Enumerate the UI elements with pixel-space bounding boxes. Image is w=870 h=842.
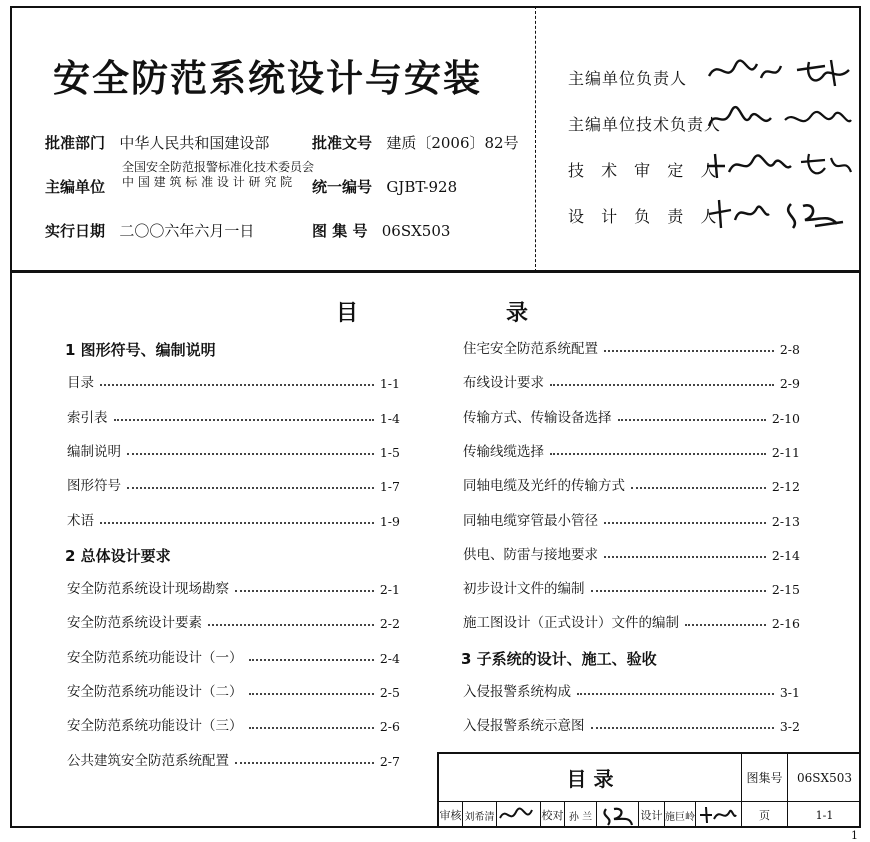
toc-leader-dots bbox=[591, 590, 766, 592]
toc-entry[interactable] bbox=[67, 509, 400, 529]
toc-leader-dots bbox=[604, 522, 766, 524]
editor-unit-line2: 中 国 建 筑 标 准 设 计 研 究 院 bbox=[122, 175, 293, 189]
toc-leader-dots bbox=[618, 419, 766, 421]
impl-date bbox=[45, 220, 254, 241]
page-number: 1 bbox=[851, 829, 858, 842]
approve-doc bbox=[312, 132, 519, 153]
toc-entry-title: 传输方式、传输设备选择 bbox=[463, 409, 612, 426]
impl-date-value: 二〇〇六年六月一日 bbox=[119, 222, 255, 240]
toc-entry-page: 2-16 bbox=[771, 616, 800, 632]
toc-entry-title: 布线设计要求 bbox=[463, 375, 544, 392]
resp-chief-unit: 主编单位负责人 bbox=[568, 69, 688, 88]
approve-doc-label: 批准文号 bbox=[312, 134, 373, 152]
toc-entry-page: 3-1 bbox=[779, 685, 800, 700]
toc-entry-title: 初步设计文件的编制 bbox=[463, 581, 585, 598]
resp-tech-chief: 主编单位技术负责人 bbox=[568, 115, 722, 134]
atlas-no-label: 图 集 号 bbox=[312, 222, 368, 240]
atlas-label: 图集号 bbox=[746, 771, 783, 785]
check-label: 校对 bbox=[541, 809, 564, 822]
toc-title-left: 目 bbox=[336, 301, 359, 326]
reviewer-signature bbox=[498, 804, 538, 826]
toc-leader-dots bbox=[208, 624, 374, 626]
toc-entry-page: 2-8 bbox=[779, 342, 800, 357]
toc-entry-page: 1-5 bbox=[379, 444, 400, 460]
editor-unit-line1: 全国安全防范报警标准化技术委员会 bbox=[122, 160, 315, 174]
approve-dept-value: 中华人民共和国建设部 bbox=[119, 134, 270, 152]
page-value: 1-1 bbox=[815, 808, 834, 822]
toc-entry-title: 入侵报警系统构成 bbox=[463, 684, 571, 700]
page-label: 页 bbox=[759, 809, 770, 822]
toc-leader-dots bbox=[591, 727, 774, 729]
toc-entry-title: 住宅安全防范系统配置 bbox=[463, 341, 598, 357]
toc-section-heading: 2 总体设计要求 bbox=[65, 546, 171, 565]
toc-entry-page: 1-9 bbox=[379, 513, 400, 529]
design-label: 设计 bbox=[640, 809, 663, 822]
signature-3 bbox=[705, 146, 855, 186]
toc-entry-page: 3-2 bbox=[779, 719, 800, 735]
toc-entry-title: 入侵报警系统示意图 bbox=[463, 718, 585, 735]
toc-entry-title: 安全防范系统设计要素 bbox=[67, 615, 202, 632]
toc-entry[interactable] bbox=[463, 406, 800, 426]
toc-entry-page: 2-13 bbox=[771, 513, 800, 529]
toc-entry-page: 2-7 bbox=[379, 753, 400, 769]
toc-entry[interactable] bbox=[67, 577, 400, 597]
toc-entry-page: 2-6 bbox=[379, 719, 400, 735]
toc-leader-dots bbox=[235, 590, 374, 592]
signature-2 bbox=[705, 100, 855, 140]
atlas-no bbox=[312, 220, 450, 241]
toc-entry[interactable] bbox=[67, 714, 400, 734]
toc-entry[interactable] bbox=[463, 337, 800, 357]
checker-signature bbox=[600, 803, 636, 827]
toc-leader-dots bbox=[100, 522, 374, 524]
review-label: 审核 bbox=[439, 809, 462, 822]
toc-entry[interactable] bbox=[463, 680, 800, 700]
toc-entry-title: 供电、防雷与接地要求 bbox=[463, 546, 598, 563]
toc-leader-dots bbox=[249, 659, 374, 661]
toc-leader-dots bbox=[249, 693, 374, 695]
toc-entry-title: 图形符号 bbox=[67, 478, 121, 495]
toc-entry[interactable] bbox=[67, 611, 400, 631]
toc-entry[interactable] bbox=[463, 509, 800, 529]
toc-entry-page: 2-2 bbox=[379, 616, 400, 632]
toc-leader-dots bbox=[235, 762, 374, 764]
toc-entry-page: 2-9 bbox=[779, 376, 800, 392]
impl-date-label: 实行日期 bbox=[45, 222, 106, 240]
toc-leader-dots bbox=[631, 487, 766, 489]
toc-leader-dots bbox=[604, 556, 766, 558]
toc-entry-page: 2-1 bbox=[379, 582, 400, 598]
toc-entry-page: 2-15 bbox=[771, 582, 800, 598]
toc-entry[interactable] bbox=[67, 371, 400, 391]
toc-entry-title: 目录 bbox=[67, 375, 94, 392]
toc-leader-dots bbox=[114, 419, 374, 421]
toc-entry-title: 安全防范系统功能设计（三） bbox=[67, 718, 243, 735]
toc-leader-dots bbox=[685, 624, 766, 626]
toc-entry-title: 同轴电缆及光纤的传输方式 bbox=[463, 478, 625, 495]
toc-entry-page: 2-10 bbox=[771, 410, 800, 426]
toc-entry[interactable] bbox=[463, 543, 800, 563]
toc-entry[interactable] bbox=[67, 474, 400, 494]
toc-entry[interactable] bbox=[463, 577, 800, 597]
unified-no-value: GJBT-928 bbox=[386, 178, 458, 196]
toc-entry-title: 术语 bbox=[67, 512, 94, 529]
toc-entry-title: 传输线缆选择 bbox=[463, 443, 544, 460]
sheet-title: 目 录 bbox=[566, 767, 614, 791]
toc-leader-dots bbox=[127, 487, 374, 489]
approve-doc-value: 建质〔2006〕82号 bbox=[386, 134, 519, 152]
toc-entry-title: 同轴电缆穿管最小管径 bbox=[463, 512, 598, 529]
toc-entry[interactable] bbox=[463, 714, 800, 734]
toc-leader-dots bbox=[127, 453, 374, 455]
toc-entry-page: 2-5 bbox=[379, 685, 400, 700]
toc-entry-page: 1-4 bbox=[379, 410, 400, 426]
approve-dept-label: 批准部门 bbox=[45, 134, 106, 152]
toc-entry[interactable] bbox=[463, 440, 800, 460]
header-divider bbox=[535, 6, 537, 272]
reviewer-name: 刘希清 bbox=[464, 811, 495, 823]
toc-entry-page: 1-1 bbox=[379, 376, 400, 392]
resp-tech-review: 技 术 审 定 人 bbox=[568, 161, 723, 180]
toc-entry[interactable] bbox=[67, 749, 400, 769]
atlas-title: 安全防范系统设计与安装 bbox=[53, 57, 482, 100]
resp-design-chief: 设 计 负 责 人 bbox=[568, 207, 723, 226]
atlas-no-value: 06SX503 bbox=[381, 222, 451, 240]
toc-leader-dots bbox=[577, 693, 774, 695]
toc-leader-dots bbox=[550, 384, 774, 386]
toc-section-heading: 1 图形符号、编制说明 bbox=[65, 341, 216, 359]
toc-entry[interactable] bbox=[67, 406, 400, 426]
toc-entry-title: 安全防范系统功能设计（二） bbox=[67, 684, 243, 700]
toc-entry-title: 安全防范系统功能设计（一） bbox=[67, 649, 243, 666]
toc-leader-dots bbox=[100, 384, 374, 386]
toc-leader-dots bbox=[249, 727, 374, 729]
toc-title-right: 录 bbox=[506, 301, 529, 326]
checker-name: 孙 兰 bbox=[568, 811, 593, 823]
editor-unit-label: 主编单位 bbox=[45, 178, 106, 196]
toc-entry[interactable] bbox=[463, 611, 800, 631]
toc-entry[interactable] bbox=[67, 440, 400, 460]
toc-entry-title: 编制说明 bbox=[67, 443, 121, 460]
designer-name: 施巨岭 bbox=[665, 811, 695, 823]
signature-4 bbox=[705, 192, 855, 236]
toc-entry-page: 2-4 bbox=[379, 650, 400, 666]
toc-section-heading: 3 子系统的设计、施工、验收 bbox=[461, 649, 657, 668]
toc-leader-dots bbox=[550, 453, 766, 455]
toc-entry-page: 2-14 bbox=[771, 547, 800, 563]
atlas-number: 06SX503 bbox=[797, 770, 852, 785]
toc-entry-page: 1-7 bbox=[379, 479, 400, 495]
toc-leader-dots bbox=[604, 350, 774, 352]
toc-entry-page: 2-11 bbox=[771, 444, 800, 460]
toc-entry-title: 索引表 bbox=[67, 409, 108, 426]
toc-entry-title: 安全防范系统设计现场勘察 bbox=[67, 581, 229, 598]
toc-entry-title: 公共建筑安全防范系统配置 bbox=[67, 752, 229, 769]
toc-entry[interactable] bbox=[463, 371, 800, 391]
toc-entry[interactable] bbox=[463, 474, 800, 494]
unified-no-label: 统一编号 bbox=[312, 178, 373, 196]
toc-entry-title: 施工图设计（正式设计）文件的编制 bbox=[463, 615, 679, 632]
editor-unit-value bbox=[122, 160, 314, 190]
approve-dept bbox=[45, 132, 269, 153]
unified-no bbox=[312, 176, 457, 197]
toc-entry[interactable] bbox=[67, 646, 400, 666]
toc-entry-page: 2-12 bbox=[771, 479, 800, 495]
signature-1 bbox=[705, 52, 855, 92]
toc-entry[interactable] bbox=[67, 680, 400, 700]
designer-signature bbox=[698, 805, 738, 825]
